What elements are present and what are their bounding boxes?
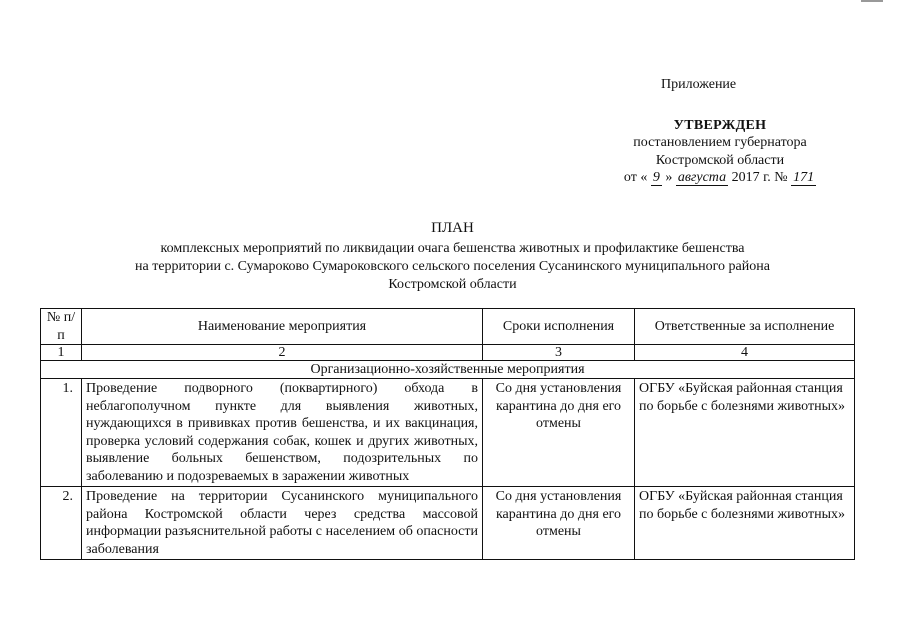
row-number: 2. <box>41 487 82 560</box>
plan-subtitle-3: Костромской области <box>388 276 517 292</box>
plan-subtitle-2: на территории с. Сумароково Сумароковского сельского поселения Сусанинского муниципального района <box>135 258 770 274</box>
section-row <box>41 361 855 379</box>
row-activity: Проведение на территории Сусанинского муниципального района Костромской области через средства массовой информации разъяснительной работы с населением об опасности заболевания <box>82 487 483 560</box>
date-year: 2017 г. № <box>731 170 788 185</box>
decree-number: 171 <box>793 170 815 185</box>
date-day: 9 <box>652 170 660 185</box>
plan-subtitle-1: комплексных мероприятий по ликвидации очага бешенства животных и профилактике бешенства <box>160 240 745 256</box>
row-activity: Проведение подворного (поквартирного) обхода в неблагополучном пункте для выявления животных, нуждающихся в прививках против бешенства, и их вакцинация, проверка условий содержания собак, кошек и других животных, выявление больных бешенством, подозрительных по заболеванию и подозреваемых в заражении животных <box>82 379 483 487</box>
header-number: № п/п <box>41 309 82 345</box>
approved-heading: УТВЕРЖДЕН <box>673 117 767 133</box>
table-header-row <box>41 309 855 345</box>
date-prefix: от « <box>623 170 648 185</box>
row-deadline: Со дня установления карантина до дня его отмены <box>483 487 635 560</box>
scan-edge-mark <box>861 0 883 2</box>
row-responsible: ОГБУ «Буйская районная станция по борьбе с болезнями животных» <box>635 379 855 487</box>
header-responsible: Ответственные за исполнение <box>635 309 855 345</box>
col-number-1: 1 <box>41 345 82 361</box>
appendix-label: Приложение <box>661 77 737 92</box>
table-row <box>41 379 855 487</box>
plan-heading: ПЛАН <box>431 220 474 236</box>
row-responsible: ОГБУ «Буйская районная станция по борьбе с болезнями животных» <box>635 487 855 560</box>
date-month: августа <box>677 170 727 185</box>
approval-date-line <box>595 169 845 187</box>
approval-line-2: Костромской области <box>655 152 785 168</box>
date-mid: » <box>665 170 673 185</box>
col-number-2: 2 <box>82 345 483 361</box>
approval-line-1: постановлением губернатора <box>633 135 807 150</box>
plan-table <box>40 308 855 560</box>
plan-title <box>40 219 865 294</box>
col-number-3: 3 <box>483 345 635 361</box>
col-number-4: 4 <box>635 345 855 361</box>
row-number: 1. <box>41 379 82 487</box>
row-deadline: Со дня установления карантина до дня его отмены <box>483 379 635 487</box>
header-deadline: Сроки исполнения <box>483 309 635 345</box>
table-row <box>41 487 855 560</box>
approval-block <box>595 76 845 187</box>
column-number-row <box>41 345 855 361</box>
section-title: Организационно-хозяйственные мероприятия <box>41 361 855 379</box>
header-activity: Наименование мероприятия <box>82 309 483 345</box>
